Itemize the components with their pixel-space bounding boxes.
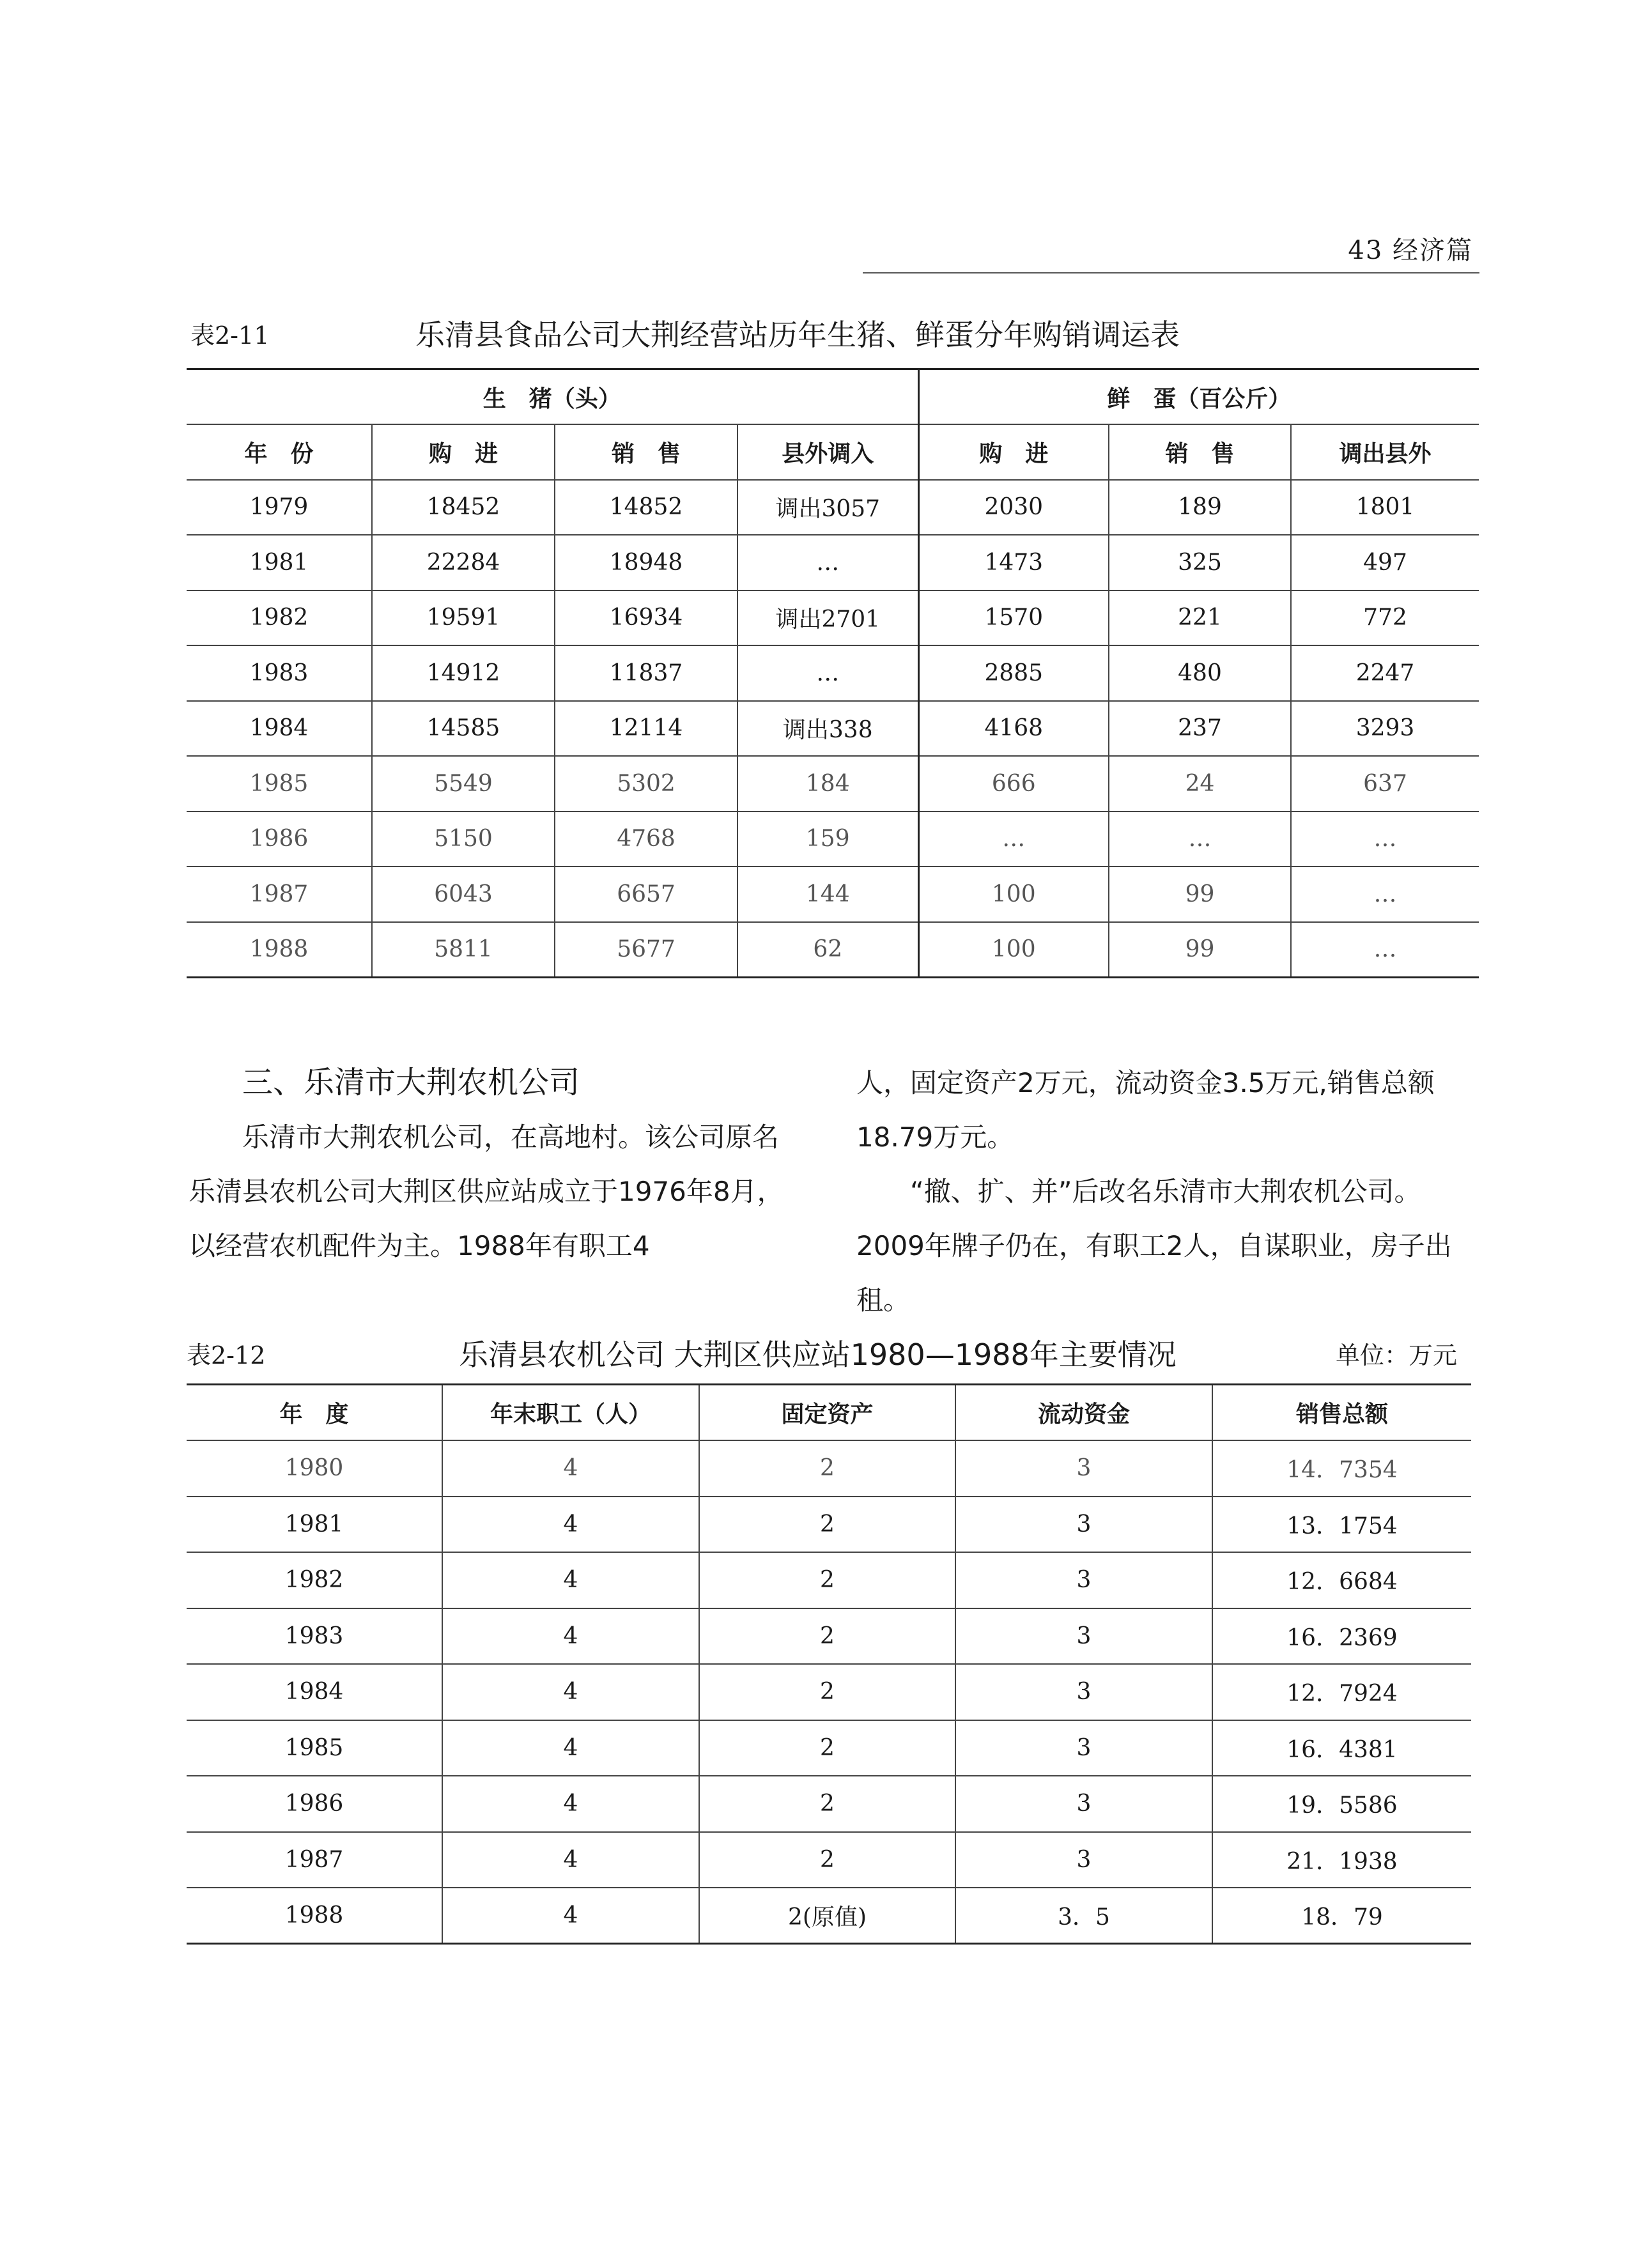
table-row [187, 1776, 1471, 1832]
table-cell: 1988 [187, 1888, 442, 1944]
table-cell: 5811 [372, 922, 555, 978]
table-cell: 调出338 [737, 701, 918, 757]
table-cell: 1801 [1291, 480, 1479, 535]
table-cell: 2 [699, 1608, 955, 1665]
table-cell: 2 [699, 1664, 955, 1720]
col-header-staff: 年末职工（人） [442, 1385, 699, 1441]
table-cell: 4168 [918, 701, 1109, 757]
table-cell: 2 [699, 1440, 955, 1497]
table-cell: 772 [1291, 590, 1479, 646]
table-row [187, 535, 1479, 590]
table-cell: 666 [918, 756, 1109, 812]
right-paragraph-1: 人，固定资产2万元，流动资金3.5万元,销售总额18.79万元。 [856, 1067, 1435, 1153]
table-row [187, 1664, 1471, 1720]
table-cell: 6657 [555, 867, 737, 922]
table-row [187, 1497, 1471, 1553]
table-cell: 325 [1109, 535, 1291, 590]
table-cell: 2 [699, 1497, 955, 1553]
table-cell: 3 [955, 1832, 1212, 1888]
table-row [187, 867, 1479, 922]
col-header-working-capital: 流动资金 [955, 1385, 1212, 1441]
table-cell: 3293 [1291, 701, 1479, 757]
table-cell: 3 [955, 1664, 1212, 1720]
table-row [187, 590, 1479, 646]
table-cell: 19591 [372, 590, 555, 646]
table-cell: 12114 [555, 701, 737, 757]
col-header-egg-sales: 销 售 [1109, 424, 1291, 480]
table-cell: 1982 [187, 1552, 442, 1608]
table-cell: 99 [1109, 922, 1291, 978]
table-cell: 调出3057 [737, 480, 918, 535]
table-cell: 14．7354 [1212, 1440, 1471, 1497]
table-cell: … [1291, 922, 1479, 978]
table-cell: 19．5586 [1212, 1776, 1471, 1832]
table-cell: 1982 [187, 590, 372, 646]
table-cell: 2885 [918, 645, 1109, 701]
section-left-column [189, 1056, 802, 1273]
col-header-egg-purchase: 购 进 [918, 424, 1109, 480]
table-row [187, 1832, 1471, 1888]
table-cell: 1986 [187, 1776, 442, 1832]
table-cell: 189 [1109, 480, 1291, 535]
table-row [187, 756, 1479, 812]
table-cell: … [1291, 812, 1479, 867]
col-header-year: 年 份 [187, 424, 372, 480]
table-cell: 237 [1109, 701, 1291, 757]
table-cell: 14912 [372, 645, 555, 701]
table-cell: 12．6684 [1212, 1552, 1471, 1608]
table-cell: 1984 [187, 1664, 442, 1720]
table-cell: 4 [442, 1440, 699, 1497]
table-cell: 1985 [187, 756, 372, 812]
table-cell: 6043 [372, 867, 555, 922]
table-cell: 16．2369 [1212, 1608, 1471, 1665]
table-cell: 4768 [555, 812, 737, 867]
table-cell: 100 [918, 922, 1109, 978]
table-cell: … [1109, 812, 1291, 867]
table-cell: 18948 [555, 535, 737, 590]
table-cell: 99 [1109, 867, 1291, 922]
table-cell: 4 [442, 1720, 699, 1776]
col-header-fixed-assets: 固定资产 [699, 1385, 955, 1441]
table-row [187, 922, 1479, 978]
table-cell: 14585 [372, 701, 555, 757]
table-row [187, 1552, 1471, 1608]
table-cell: 1988 [187, 922, 372, 978]
table-cell: 5302 [555, 756, 737, 812]
table-cell: … [1291, 867, 1479, 922]
table-cell: 1984 [187, 701, 372, 757]
table-cell: 3 [955, 1608, 1212, 1665]
table-cell: 1570 [918, 590, 1109, 646]
table-cell: 480 [1109, 645, 1291, 701]
table-cell: 62 [737, 922, 918, 978]
col-header-pig-transfer: 县外调入 [737, 424, 918, 480]
left-paragraph: 乐清市大荆农机公司，在高地村。该公司原名乐清县农机公司大荆区供应站成立于1976年8月，以经营农机配件为主。1988年有职工4 [189, 1121, 784, 1261]
table-cell: 159 [737, 812, 918, 867]
table-cell: 14852 [555, 480, 737, 535]
table-row [187, 812, 1479, 867]
table-row [187, 1608, 1471, 1665]
table-cell: 1981 [187, 1497, 442, 1553]
table-cell: 1987 [187, 867, 372, 922]
table-cell: 2 [699, 1720, 955, 1776]
table-cell: 3 [955, 1552, 1212, 1608]
table-cell: 12．7924 [1212, 1664, 1471, 1720]
table-cell: 4 [442, 1664, 699, 1720]
table2-title: 乐清县农机公司 大荆区供应站1980—1988年主要情况 [459, 1337, 1177, 1372]
right-paragraph-2: “撤、扩、并”后改名乐清市大荆农机公司。2009年牌子仍在，有职工2人，自谋职业，房子出租。 [856, 1176, 1452, 1316]
table-cell: 5549 [372, 756, 555, 812]
table-cell: 2 [699, 1552, 955, 1608]
table-cell: 1983 [187, 1608, 442, 1665]
table-2-12 [187, 1383, 1471, 1945]
table-cell: 1986 [187, 812, 372, 867]
table-cell: 22284 [372, 535, 555, 590]
table-cell: 1473 [918, 535, 1109, 590]
table-cell: 1980 [187, 1440, 442, 1497]
table-cell: 24 [1109, 756, 1291, 812]
table-row [187, 1888, 1471, 1944]
table2-number: 表2-12 [187, 1341, 266, 1369]
table-cell: 1981 [187, 535, 372, 590]
col-header-pig-sales: 销 售 [555, 424, 737, 480]
table1-number: 表2-11 [190, 321, 270, 350]
table-cell: 221 [1109, 590, 1291, 646]
table-cell: 18452 [372, 480, 555, 535]
table-cell: 16．4381 [1212, 1720, 1471, 1776]
table-cell: 497 [1291, 535, 1479, 590]
page-number-and-section: 43 经济篇 [1348, 236, 1473, 265]
table-cell: … [737, 535, 918, 590]
group-header-egg: 鲜 蛋（百公斤） [918, 369, 1479, 425]
table1-title: 乐清县食品公司大荆经营站历年生猪、鲜蛋分年购销调运表 [415, 318, 1180, 352]
table-cell: 13．1754 [1212, 1497, 1471, 1553]
col-header-egg-export: 调出县外 [1291, 424, 1479, 480]
table-row [187, 480, 1479, 535]
section-heading: 三、乐清市大荆农机公司 [242, 1065, 580, 1100]
table-cell: 2030 [918, 480, 1109, 535]
page-header [863, 230, 1479, 275]
table-cell: 100 [918, 867, 1109, 922]
group-header-pig: 生 猪（头） [187, 369, 918, 425]
table-cell: 3 [955, 1776, 1212, 1832]
table-cell: 144 [737, 867, 918, 922]
table-cell: 2 [699, 1832, 955, 1888]
table-cell: 1985 [187, 1720, 442, 1776]
table-row [187, 1720, 1471, 1776]
table2-unit: 单位：万元 [1336, 1341, 1458, 1369]
table-cell: 3 [955, 1497, 1212, 1553]
table-cell: 1987 [187, 1832, 442, 1888]
section-right-column [856, 1056, 1470, 1327]
table-2-11 [187, 368, 1479, 978]
header-rule [863, 272, 1479, 273]
table-cell: 调出2701 [737, 590, 918, 646]
table-cell: 4 [442, 1888, 699, 1944]
table-cell: 3．5 [955, 1888, 1212, 1944]
table-cell: 21．1938 [1212, 1832, 1471, 1888]
table-cell: 4 [442, 1497, 699, 1553]
table-cell: … [918, 812, 1109, 867]
table-row [187, 701, 1479, 757]
table-cell: 4 [442, 1608, 699, 1665]
table-row [187, 1440, 1471, 1497]
table-cell: 2247 [1291, 645, 1479, 701]
table-cell: 3 [955, 1720, 1212, 1776]
table-cell: 4 [442, 1776, 699, 1832]
table-cell: 3 [955, 1440, 1212, 1497]
table-cell: 5677 [555, 922, 737, 978]
table-cell: 637 [1291, 756, 1479, 812]
table-row [187, 645, 1479, 701]
table-cell: 5150 [372, 812, 555, 867]
table-cell: 2(原值) [699, 1888, 955, 1944]
table-cell: 184 [737, 756, 918, 812]
col-header-pig-purchase: 购 进 [372, 424, 555, 480]
table-cell: 18．79 [1212, 1888, 1471, 1944]
table-cell: … [737, 645, 918, 701]
table-cell: 16934 [555, 590, 737, 646]
table-cell: 4 [442, 1552, 699, 1608]
table-cell: 1983 [187, 645, 372, 701]
table-cell: 11837 [555, 645, 737, 701]
col-header-total-sales: 销售总额 [1212, 1385, 1471, 1441]
table-cell: 4 [442, 1832, 699, 1888]
table-cell: 2 [699, 1776, 955, 1832]
col-header-year: 年 度 [187, 1385, 442, 1441]
table-cell: 1979 [187, 480, 372, 535]
